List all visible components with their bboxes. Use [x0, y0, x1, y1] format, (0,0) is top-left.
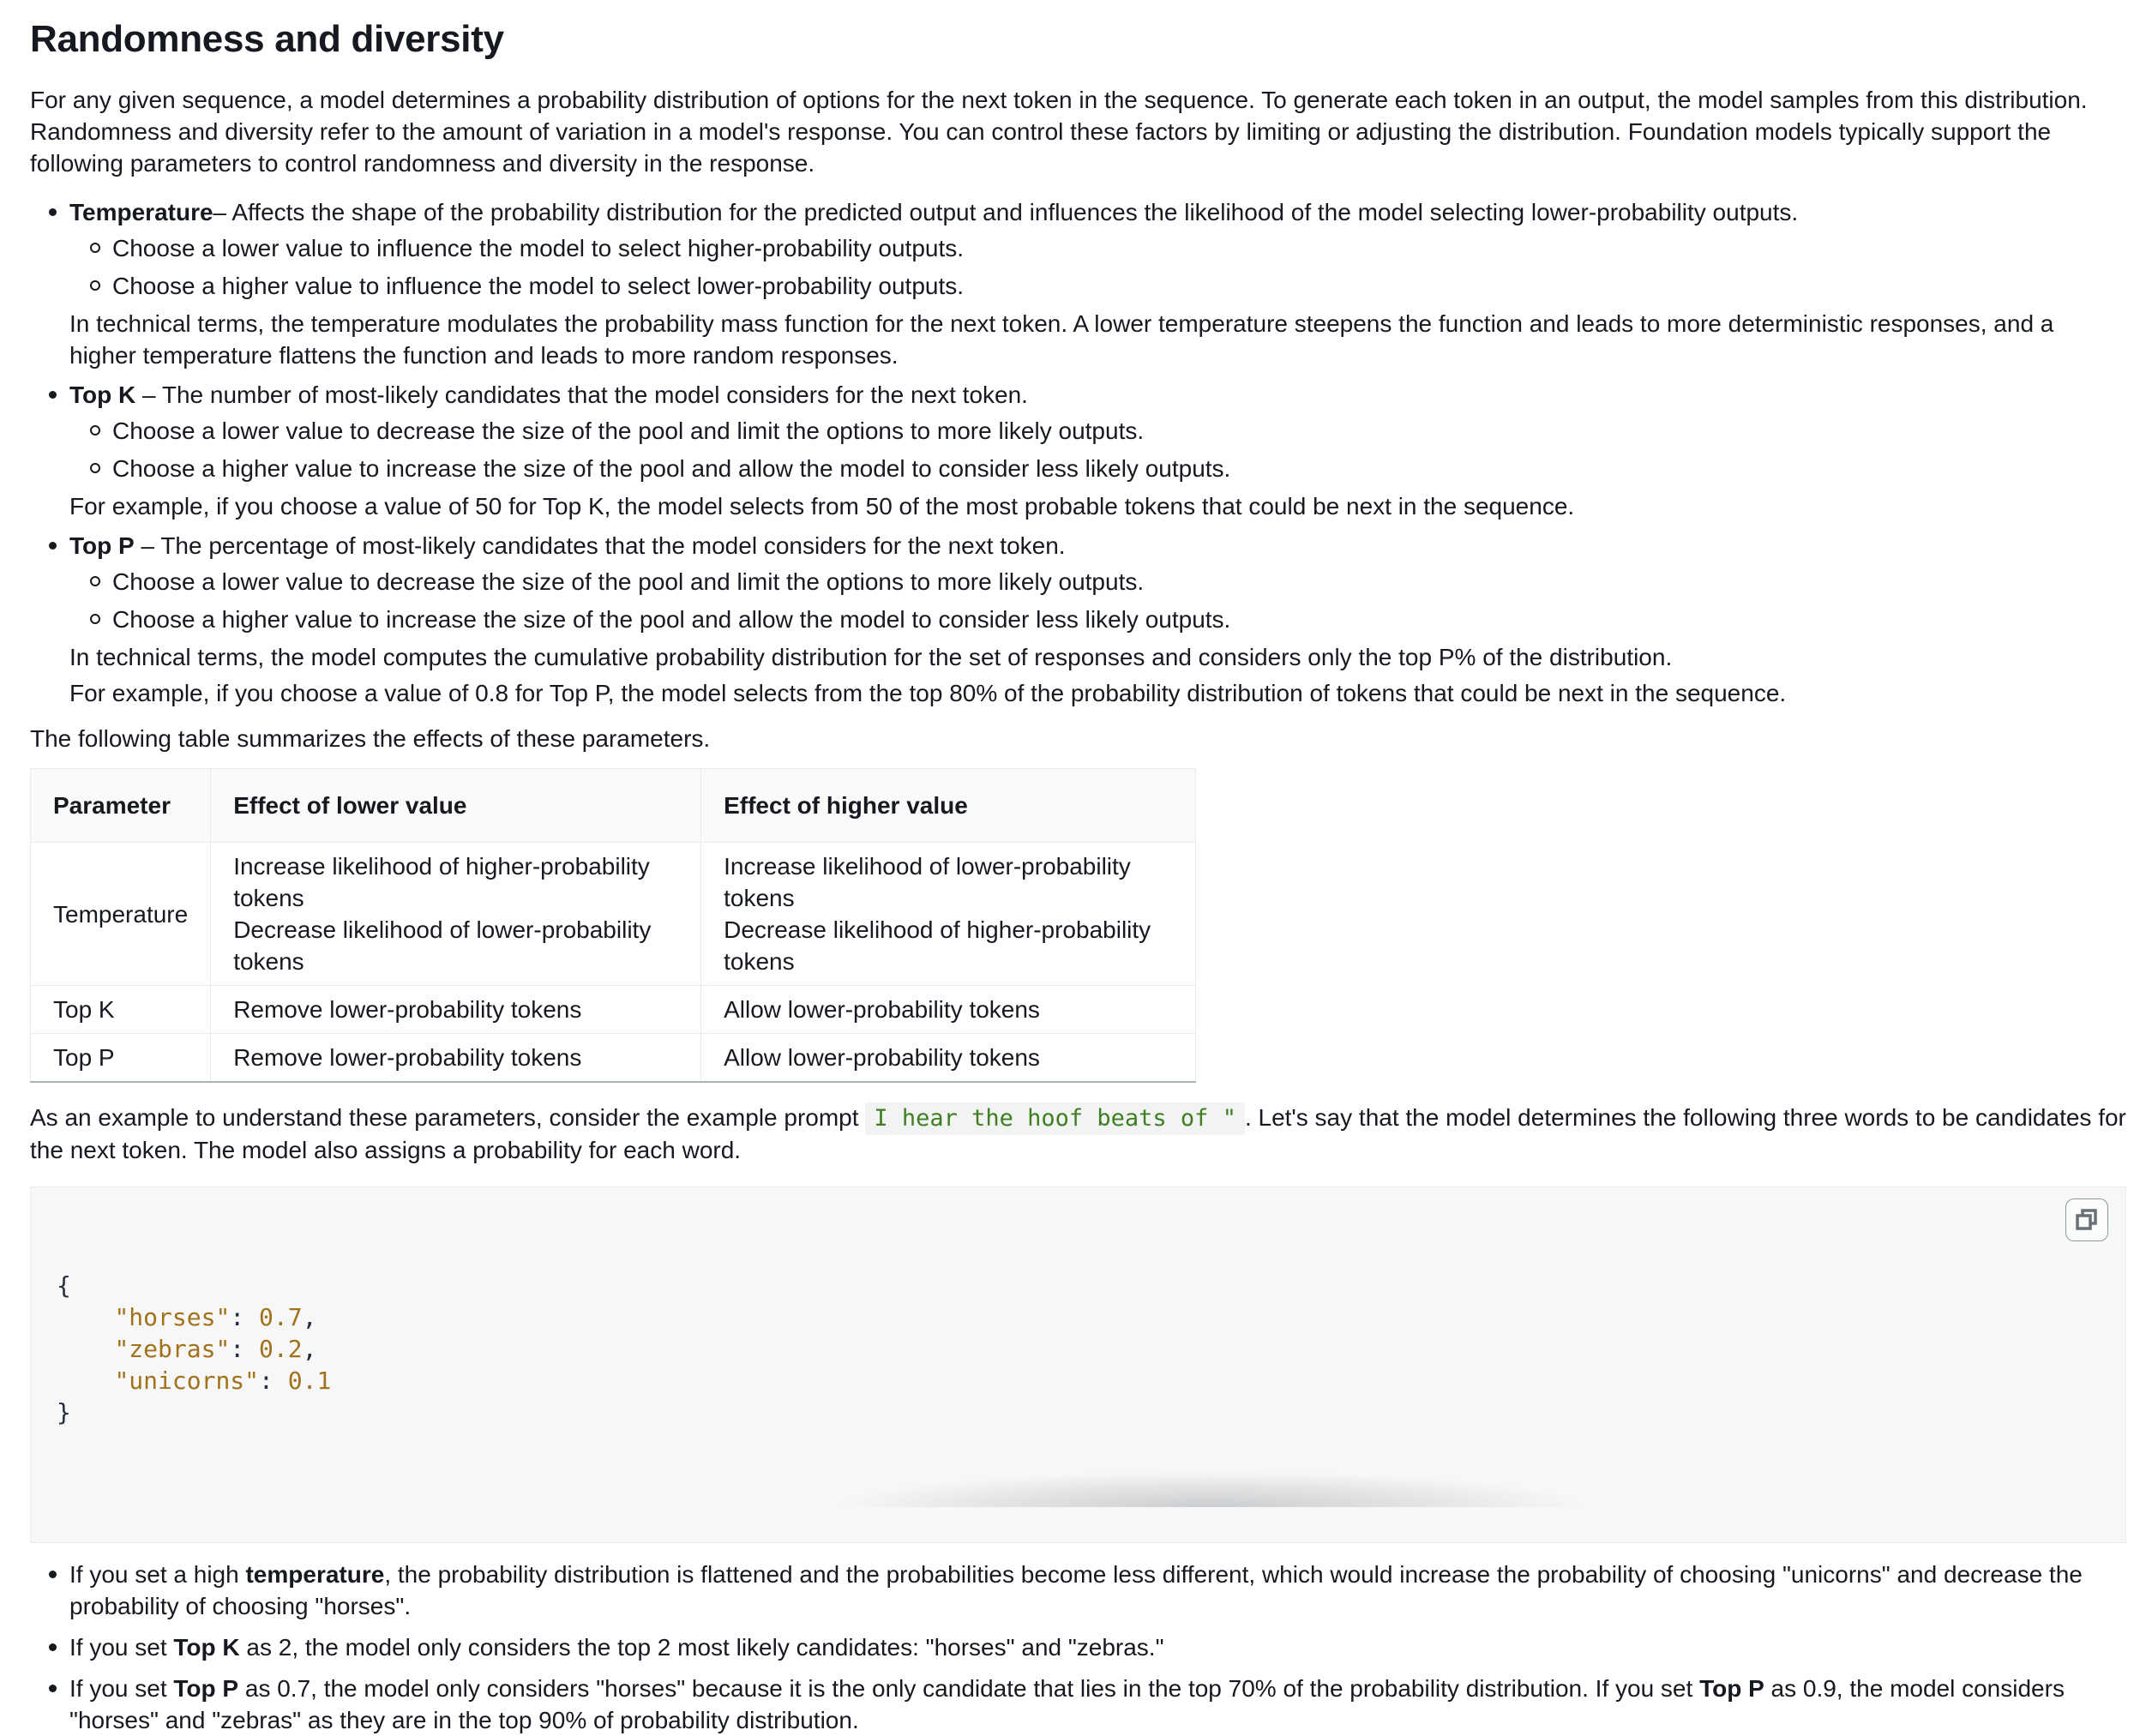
cell-line: Allow lower-probability tokens [724, 1044, 1040, 1071]
code-token-literal: 0.1 [287, 1367, 332, 1395]
table-header-cell: Effect of higher value [701, 769, 1196, 843]
example-text-before: As an example to understand these parameters, consider the example prompt [30, 1104, 866, 1131]
sub-bullet-list [69, 566, 2126, 635]
table-cell-higher [701, 1034, 1196, 1083]
parameter-item [47, 379, 2126, 522]
effect-term: Top P [173, 1675, 239, 1702]
effect-text: as 0.7, the model only considers "horses" because it is the only candidate that lies in the top 70% of the probability distribution. If you set [238, 1675, 1700, 1702]
table-cell-parameter: Top P [31, 1034, 211, 1083]
table-cell-parameter: Top K [31, 986, 211, 1034]
table-cell-higher [701, 986, 1196, 1034]
effect-term: Top K [173, 1634, 240, 1661]
parameter-note: For example, if you choose a value of 50 for Top K, the model selects from 50 of the most probable tokens that could be next in the sequence. [69, 493, 1575, 520]
sub-bullet-item: Choose a higher value to increase the size of the pool and allow the model to consider less likely outputs. [90, 604, 2126, 635]
code-line [57, 1333, 2100, 1365]
code-token-punct: } [57, 1398, 71, 1427]
effect-text: If you set [69, 1634, 174, 1661]
code-token-punct [57, 1335, 114, 1363]
code-token-literal: "zebras" [114, 1335, 231, 1363]
table-intro: The following table summarizes the effects of these parameters. [30, 725, 711, 752]
code-line [57, 1301, 2100, 1333]
effect-text: as 2, the model only considers the top 2 most likely candidates: "horses" and "zebras." [239, 1634, 1164, 1661]
code-token-literal: "unicorns" [114, 1367, 260, 1395]
example-text-after: . Let's say that the model determines the following three words to be candidates for the next token. The model also assigns a probability for each word. [30, 1104, 2126, 1163]
table-header-cell: Effect of lower value [211, 769, 701, 843]
table-cell-parameter: Temperature [31, 843, 211, 986]
page-title: Randomness and diversity [30, 18, 504, 60]
code-token-punct [57, 1303, 114, 1331]
effects-list [30, 1559, 2126, 1736]
parameter-lead [69, 379, 2126, 411]
effect-item [47, 1559, 2126, 1622]
cell-line: Allow lower-probability tokens [724, 996, 1040, 1023]
code-token-punct [57, 1367, 114, 1395]
parameter-term: Top K [69, 381, 136, 408]
effect-item [47, 1673, 2126, 1736]
sub-bullet-item: Choose a higher value to increase the size of the pool and allow the model to consider less likely outputs. [90, 453, 2126, 484]
cell-line: Decrease likelihood of lower-probability tokens [233, 916, 652, 975]
code-lines [57, 1270, 2100, 1428]
table-row [31, 843, 1196, 986]
code-token-literal: "horses" [114, 1303, 231, 1331]
parameter-description: – The number of most-likely candidates that the model considers for the next token. [135, 381, 1028, 408]
effect-text: If you set [69, 1675, 174, 1702]
example-paragraph [30, 1102, 2126, 1166]
code-token-punct: : [259, 1367, 288, 1395]
sub-bullet-list [69, 415, 2126, 484]
effect-term: temperature [245, 1561, 385, 1588]
table-header-row [31, 769, 1196, 843]
parameter-item [47, 196, 2126, 371]
effect-text: , the probability distribution is flattened and the probabilities become less different, which would increase the probability of choosing "unicorns" and decrease the probability of choosing "horses". [69, 1561, 2083, 1619]
parameter-description: – Affects the shape of the probability distribution for the predicted output and influences the likelihood of the model selecting lower-probability outputs. [213, 199, 1799, 225]
cell-line: Increase likelihood of lower-probability tokens [724, 853, 1131, 911]
code-token-punct: { [57, 1271, 71, 1300]
code-line [57, 1270, 2100, 1301]
table-header [31, 769, 1196, 843]
table-header-cell: Parameter [31, 769, 211, 843]
table-cell-lower [211, 1034, 701, 1083]
code-token-literal: 0.2 [259, 1335, 303, 1363]
sub-bullet-list [69, 232, 2126, 302]
parameters-list [30, 196, 2126, 709]
code-line [57, 1397, 2100, 1428]
effect-term: Top P [1699, 1675, 1764, 1702]
parameter-note: In technical terms, the model computes the cumulative probability distribution for the set of responses and considers only the top P% of the distribution. [69, 644, 1673, 670]
parameter-note: In technical terms, the temperature modulates the probability mass function for the next token. A lower temperature steepens the function and leads to more deterministic responses, and a higher temperature flattens the function and leads to more random responses. [69, 310, 2054, 369]
code-block [30, 1186, 2126, 1543]
code-token-literal: 0.7 [259, 1303, 303, 1331]
code-token-punct: , [302, 1303, 317, 1331]
table-cell-lower [211, 843, 701, 986]
intro-paragraph: For any given sequence, a model determines a probability distribution of options for the next token in the sequence. To generate each token in an output, the model samples from this distribution. Randomness and diversity refer to the amount of variation in a model's response. You can control these factors by limiting or adjusting the distribution. Foundation models typically support the following parameters to control randomness and diversity in the response. [30, 87, 2088, 177]
parameter-lead [69, 196, 2126, 228]
parameter-description: – The percentage of most-likely candidates that the model considers for the next token. [134, 532, 1066, 559]
effect-item [47, 1631, 2126, 1663]
code-token-punct: : [230, 1303, 260, 1331]
parameters-summary-table [30, 768, 1196, 1083]
code-line [57, 1365, 2100, 1397]
parameter-term: Temperature [69, 199, 213, 225]
copy-icon [2073, 1206, 2101, 1234]
table-row [31, 986, 1196, 1034]
table-body [31, 843, 1196, 1083]
effect-text: as 0.9, the model considers "horses" and "zebras" as they are in the top 90% of probability distribution. [69, 1675, 2065, 1733]
cell-line: Remove lower-probability tokens [233, 996, 582, 1023]
cell-line: Remove lower-probability tokens [233, 1044, 582, 1071]
parameter-item [47, 530, 2126, 709]
effect-text: If you set a high [69, 1561, 246, 1588]
copy-code-button[interactable] [2065, 1198, 2108, 1241]
parameter-lead [69, 530, 2126, 562]
sub-bullet-item: Choose a higher value to influence the model to select lower-probability outputs. [90, 270, 2126, 302]
parameter-term: Top P [69, 532, 135, 559]
table-cell-lower [211, 986, 701, 1034]
parameter-note: For example, if you choose a value of 0.8 for Top P, the model selects from the top 80% of the probability distribution of tokens that could be next in the sequence. [69, 680, 1787, 706]
table-cell-higher [701, 843, 1196, 986]
sub-bullet-item: Choose a lower value to decrease the size of the pool and limit the options to more likely outputs. [90, 566, 2126, 598]
cell-line: Decrease likelihood of higher-probability tokens [724, 916, 1151, 975]
inline-code-prompt: I hear the hoof beats of " [865, 1102, 1245, 1135]
cell-line: Increase likelihood of higher-probability tokens [233, 853, 650, 911]
table-row [31, 1034, 1196, 1083]
sub-bullet-item: Choose a lower value to influence the model to select higher-probability outputs. [90, 232, 2126, 264]
code-token-punct: , [302, 1335, 317, 1363]
sub-bullet-item: Choose a lower value to decrease the size of the pool and limit the options to more likely outputs. [90, 415, 2126, 447]
code-token-punct: : [230, 1335, 260, 1363]
